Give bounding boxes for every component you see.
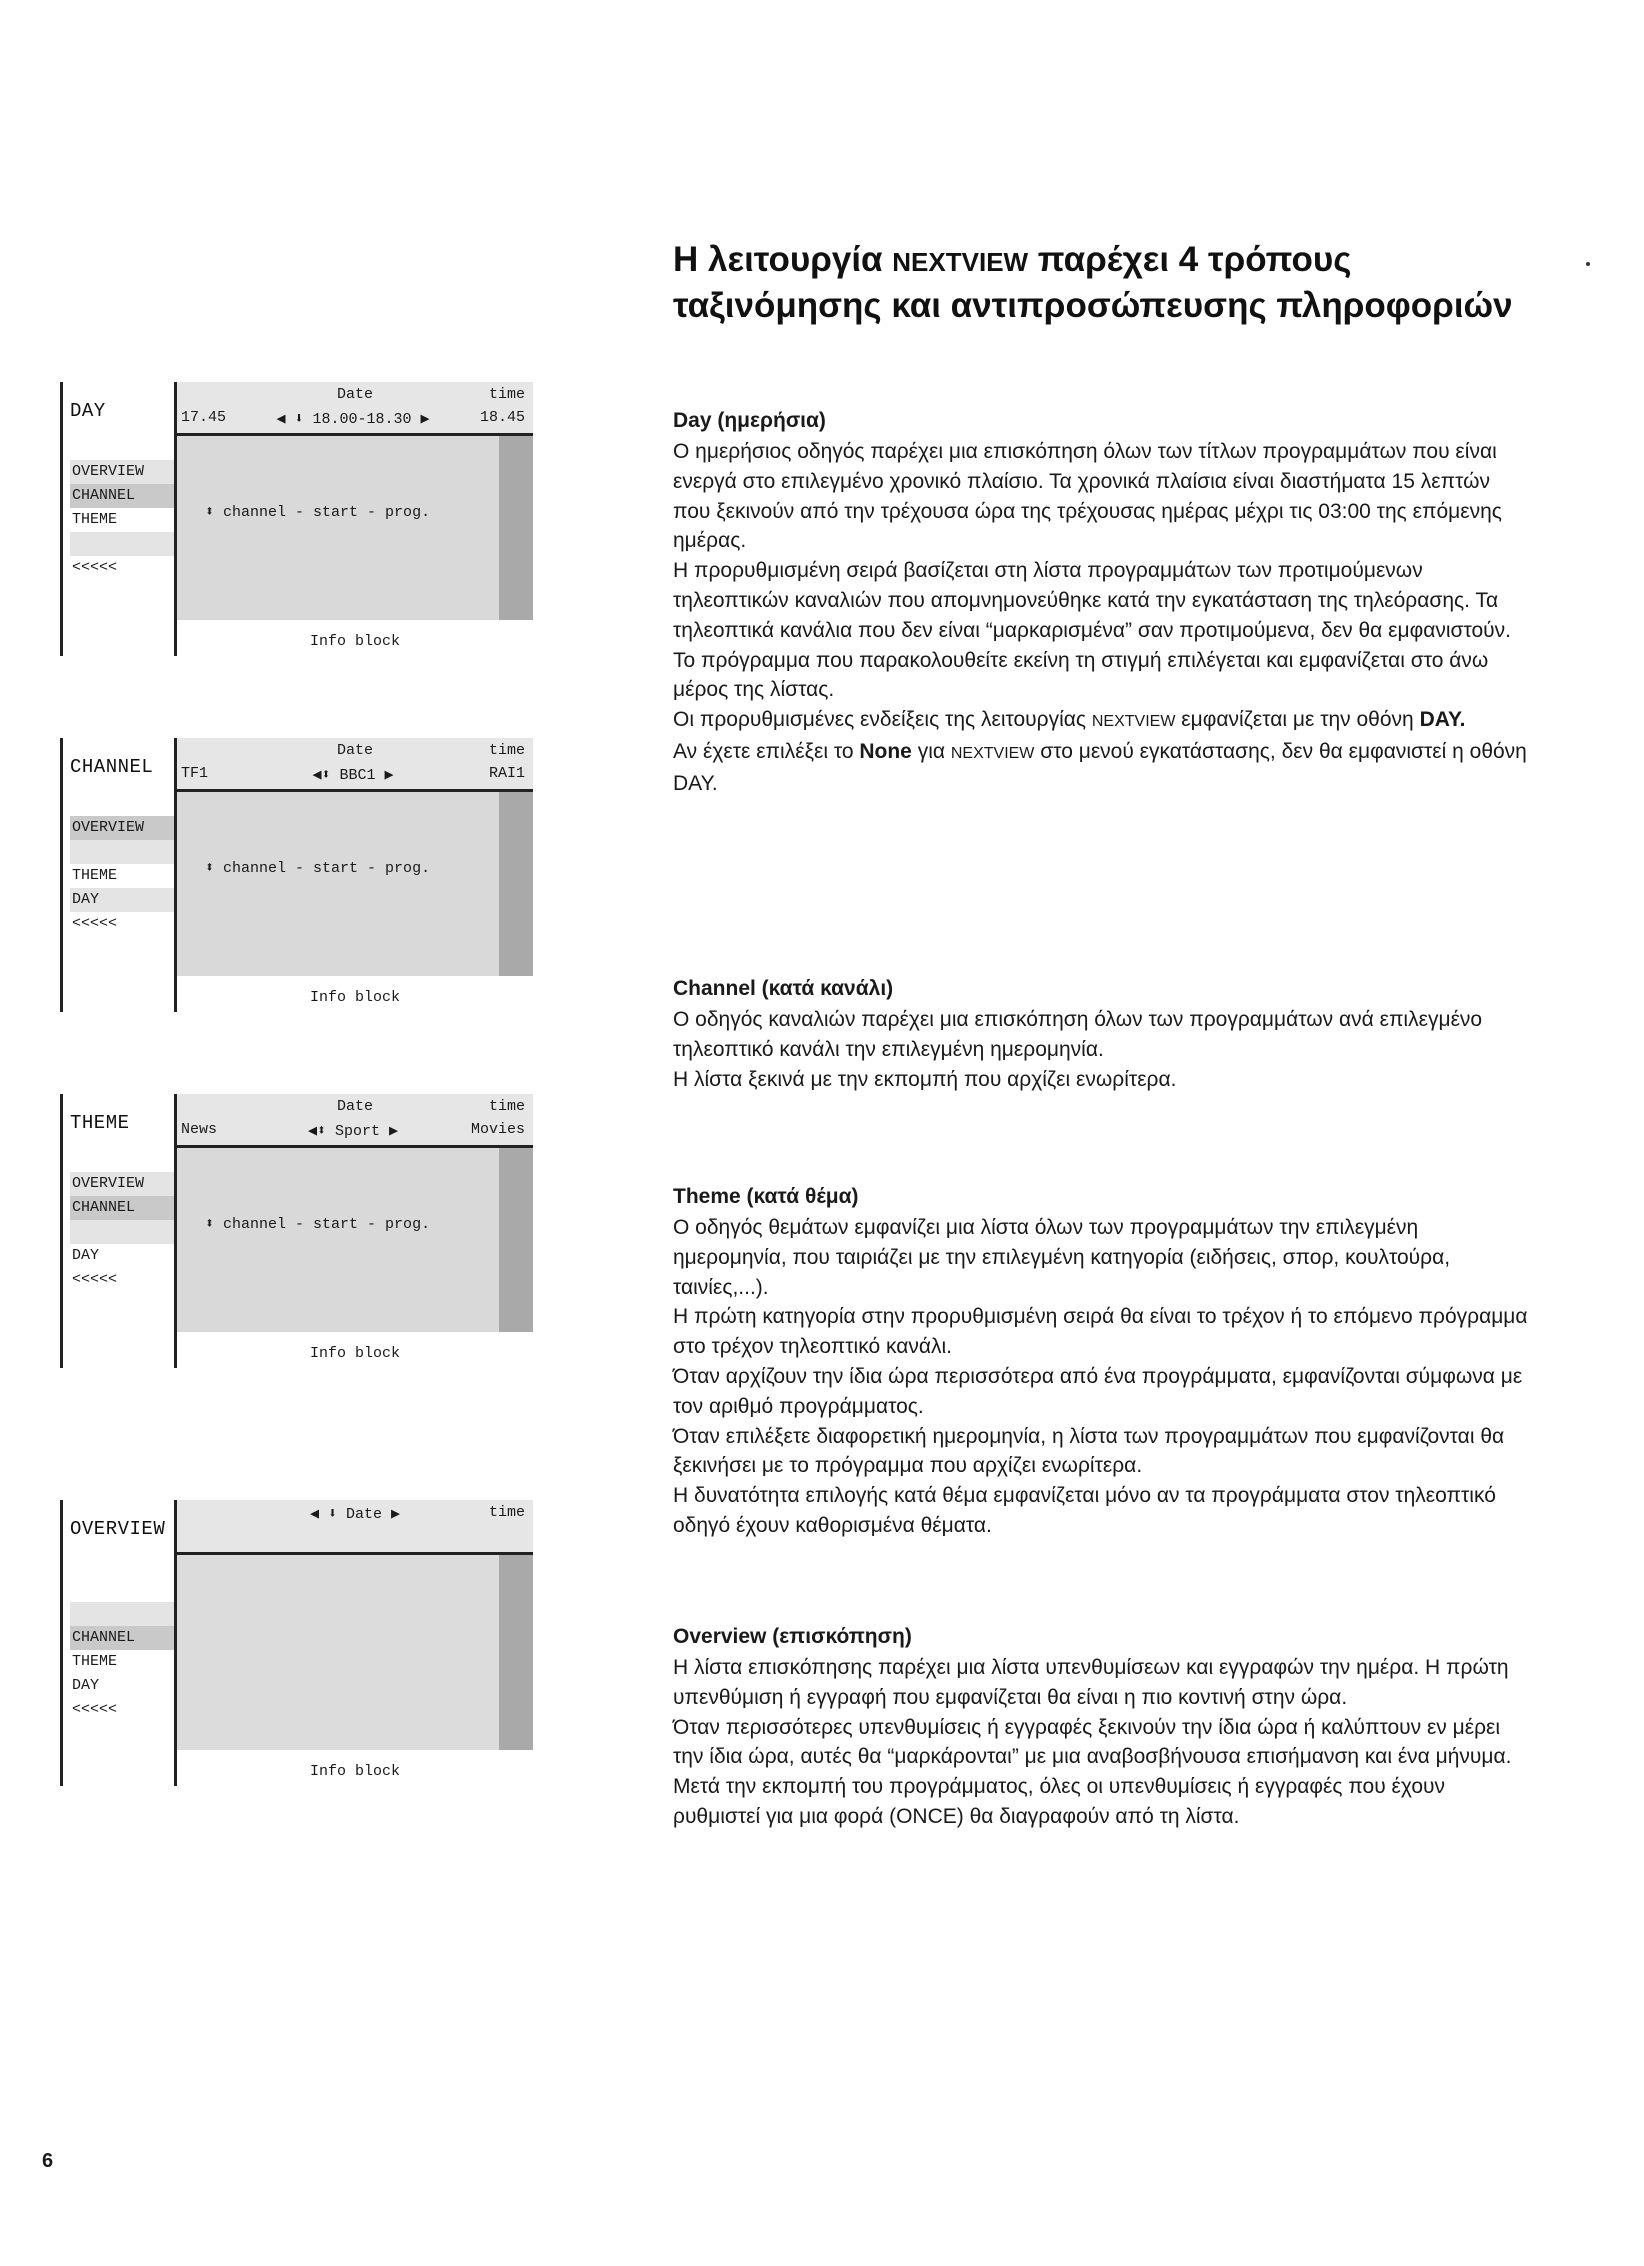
menu-item: OVERVIEW — [70, 460, 222, 484]
list-row: ⬍ channel - start - prog. — [205, 860, 431, 877]
header-left: TF1 — [181, 765, 209, 782]
header-time: time — [488, 742, 525, 759]
brand-nextview: NEXTVIEW — [892, 247, 1029, 277]
screen-left-border — [60, 738, 63, 1012]
overview-screen-diagram — [60, 1500, 530, 1786]
screen-mode-label: CHANNEL — [70, 756, 154, 778]
menu-item: CHANNEL — [70, 1626, 222, 1650]
info-block: Info block — [309, 1345, 400, 1362]
screen-mode-label: THEME — [70, 1112, 130, 1134]
menu-item: CHANNEL — [70, 1196, 222, 1220]
paragraph: Η πρώτη κατηγορία στην προρυθμισμένη σειρά θα είναι το τρέχον ή το επόμενο πρόγραμμα στο τρέχον τηλεοπτικό κανάλι. — [673, 1305, 1528, 1359]
header-center: ◀⬍ Sport ▶ — [307, 1123, 399, 1140]
guide-panel — [174, 738, 533, 1012]
header-date: ◀ ⬇ Date ▶ — [309, 1506, 401, 1523]
scan-dot — [1586, 262, 1590, 266]
paragraph: Η δυνατότητα επιλογής κατά θέμα εμφανίζεται μόνο αν τα προγράμματα στον τηλεοπτικό οδηγό έχουν καθορισμένα θέματα. — [673, 1484, 1496, 1537]
header-left: 17.45 — [181, 409, 227, 426]
guide-panel — [174, 382, 533, 656]
paragraph: Η λίστα ξεκινά με την εκπομπή που αρχίζει ενωρίτερα. — [673, 1067, 1177, 1091]
section-day — [673, 406, 1533, 799]
section-heading: Overview (επισκόπηση) — [673, 1625, 912, 1648]
paragraph: Όταν αρχίζουν την ίδια ώρα περισσότερα από ένα προγράμματα, εμφανίζονται σύμφωνα με τον αριθμό προγράμματος. — [673, 1364, 1523, 1418]
header-left: News — [181, 1121, 218, 1138]
menu-item: THEME — [72, 1653, 118, 1670]
scroll-strip — [499, 1148, 533, 1332]
menu-item: <<<<< — [72, 915, 118, 932]
info-block: Info block — [309, 633, 400, 650]
channel-screen-diagram — [60, 738, 530, 1012]
guide-list — [177, 1555, 533, 1750]
paragraph: Όταν επιλέξετε διαφορετική ημερομηνία, η λίστα των προγραμμάτων που εμφανίζονται θα ξεκινήσει με το πρόγραμμα που αρχίζει ενωρίτερα. — [673, 1424, 1505, 1478]
header-right: RAI1 — [488, 765, 525, 782]
menu-item: THEME — [72, 511, 118, 528]
section-theme — [673, 1182, 1533, 1541]
section-channel — [673, 974, 1533, 1094]
menu-item: CHANNEL — [70, 484, 222, 508]
menu-item: OVERVIEW — [70, 816, 222, 840]
menu-item: DAY — [72, 1677, 100, 1694]
guide-panel — [174, 1500, 533, 1786]
brand-nextview: NEXTVIEW — [950, 744, 1035, 762]
section-heading: Theme (κατά θέμα) — [673, 1185, 859, 1208]
header-right: 18.45 — [479, 409, 525, 426]
header-date: Date — [336, 742, 373, 759]
header-date: Date — [336, 386, 373, 403]
scroll-strip — [499, 436, 533, 620]
page-number: 6 — [42, 2150, 54, 2172]
guide-header — [177, 382, 533, 436]
menu-item: THEME — [72, 867, 118, 884]
paragraph: Όταν περισσότερες υπενθυμίσεις ή εγγραφές ξεκινούν την ίδια ώρα ή καλύπτουν εν μέρει την ίδια ώρα, αυτές θα “μαρκάρονται” με μια αναβοσβήνουσα επισήμανση και ένα μήνυμα. — [673, 1715, 1512, 1769]
paragraph: Ο οδηγός θεμάτων εμφανίζει μια λίστα όλων των προγραμμάτων την επιλεγμένη ημερομηνία, που ταιριάζει με την επιλεγμένη κατηγορία (ειδήσεις, σπορ, κουλτούρα, ταινίες,...). — [673, 1216, 1451, 1299]
paragraph: Η προρυθμισμένη σειρά βασίζεται στη λίστα προγραμμάτων των προτιμούμενων τηλεοπτικών καναλιών που απομνημονεύθηκε κατά την εγκατάσταση της τηλεόρασης. Τα τηλεοπτικά κανάλια που δεν είναι “μαρκαρισμένα” σαν προτιμούμενα, δεν θα εμφανιστούν. Το πρόγραμμα που παρακολουθείτε εκείνη τη στιγμή επιλέγεται και εμφανίζεται στο άνω μέρος της λίστας. — [673, 559, 1511, 702]
paragraph: Η λίστα επισκόπησης παρέχει μια λίστα υπενθυμίσεων και εγγραφών την ημέρα. Η πρώτη υπενθύμιση ή εγγραφή που εμφανίζεται θα είναι η πιο κοντινή στην ώρα. — [673, 1656, 1509, 1709]
paragraph: Μετά την εκπομπή του προγράμματος, όλες οι υπενθυμίσεις ή εγγραφές που έχουν ρυθμιστεί για μια φορά (ONCE) θα διαγραφούν από τη λίστα. — [673, 1775, 1446, 1828]
guide-panel — [174, 1094, 533, 1368]
info-block: Info block — [309, 1763, 400, 1780]
header-center: ◀ ⬇ 18.00-18.30 ▶ — [276, 411, 430, 428]
info-block: Info block — [309, 989, 400, 1006]
screen-left-border — [60, 382, 63, 656]
paragraph: Ο οδηγός καναλιών παρέχει μια επισκόπηση όλων των προγραμμάτων ανά επιλεγμένο τηλεοπτικό κανάλι την επιλεγμένη ημερομηνία. — [673, 1008, 1483, 1061]
menu-item: OVERVIEW — [70, 1172, 222, 1196]
menu-item: <<<<< — [72, 1271, 118, 1288]
screen-mode-label: OVERVIEW — [70, 1518, 166, 1540]
list-row: ⬍ channel - start - prog. — [205, 504, 431, 521]
paragraph: Οι προρυθμισμένες ενδείξεις της λειτουργίας NEXTVIEW εμφανίζεται με την οθόνη DAY. — [673, 708, 1466, 732]
screen-left-border — [60, 1500, 63, 1786]
screen-left-border — [60, 1094, 63, 1368]
menu-item: DAY — [70, 888, 222, 912]
header-center: ◀⬍ BBC1 ▶ — [312, 767, 394, 784]
page-title: Η λειτουργία NEXTVIEW παρέχει 4 τρόπους ταξινόμησης και αντιπροσώπευσης πληροφοριών — [673, 240, 1513, 325]
guide-header — [177, 738, 533, 792]
menu-item: <<<<< — [72, 559, 118, 576]
scroll-strip — [499, 792, 533, 976]
header-time: time — [488, 1098, 525, 1115]
section-heading: Day (ημερήσια) — [673, 409, 826, 432]
brand-nextview: NEXTVIEW — [1091, 713, 1176, 731]
theme-screen-diagram — [60, 1094, 530, 1368]
header-date: Date — [336, 1098, 373, 1115]
paragraph: Αν έχετε επιλέξει το None για NEXTVIEW στο μενού εγκατάστασης, δεν θα εμφανιστεί η οθόνη DAY. — [673, 739, 1527, 795]
scroll-strip — [499, 1555, 533, 1750]
list-row: ⬍ channel - start - prog. — [205, 1216, 431, 1233]
header-right: Movies — [470, 1121, 525, 1138]
guide-header — [177, 1094, 533, 1148]
header-time: time — [488, 386, 525, 403]
guide-list — [177, 1148, 533, 1332]
header-time: time — [488, 1504, 525, 1521]
section-heading: Channel (κατά κανάλι) — [673, 977, 894, 1000]
guide-header — [177, 1500, 533, 1555]
guide-list — [177, 792, 533, 976]
guide-list — [177, 436, 533, 620]
menu-item: DAY — [72, 1247, 100, 1264]
section-overview — [673, 1622, 1533, 1832]
text-column — [673, 238, 1533, 1828]
screen-mode-label: DAY — [70, 400, 106, 422]
day-screen-diagram — [60, 382, 530, 656]
menu-item: <<<<< — [72, 1701, 118, 1718]
paragraph: Ο ημερήσιος οδηγός παρέχει μια επισκόπηση όλων των τίτλων προγραμμάτων που είναι ενεργά στο επιλεγμένο χρονικό πλαίσιο. Τα χρονικά πλαίσια είναι διαστήματα 15 λεπτών που ξεκινούν από την τρέχουσα ώρα της τρέχουσας ημέρας μέχρι τις 03:00 της επόμενης ημέρας. — [673, 440, 1502, 553]
